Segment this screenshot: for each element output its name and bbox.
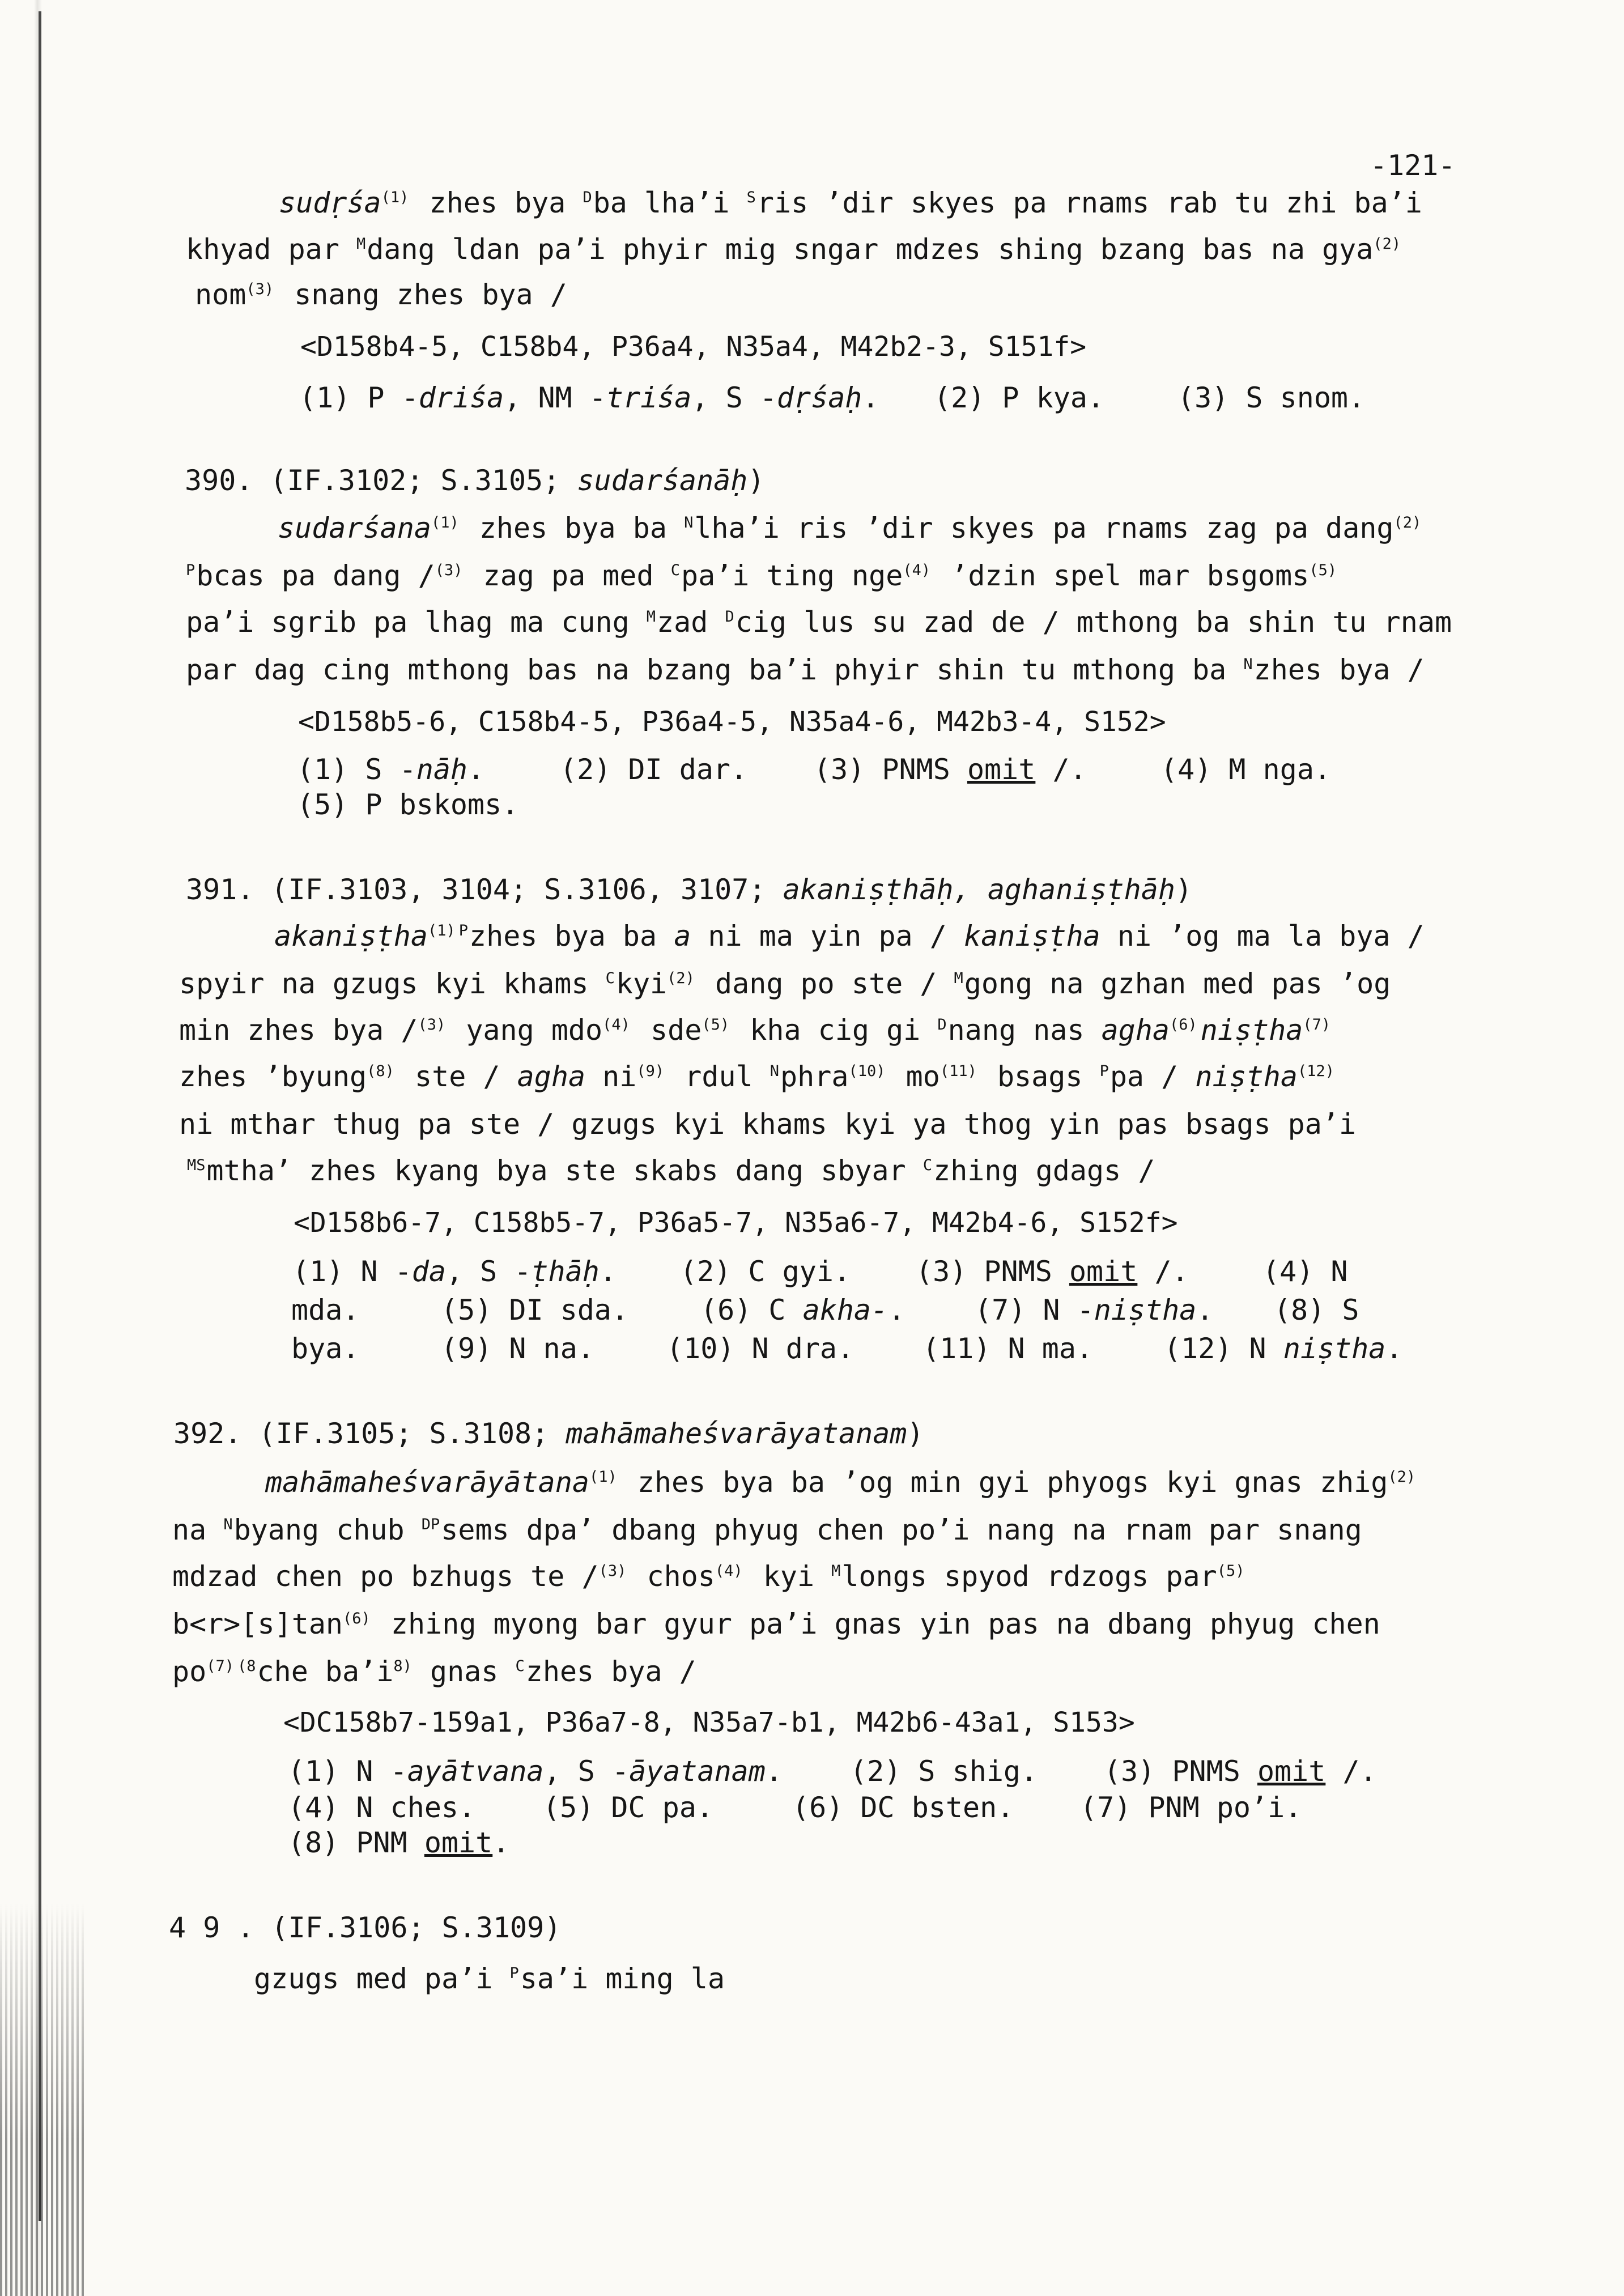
- entry-393-line-1: gzugs med pa’i $^P$sa’i ming la: [254, 1962, 725, 1995]
- text: nom: [195, 278, 246, 311]
- e390-fn-5: (5) P bskoms.: [297, 788, 519, 821]
- entry-391-line-6: $^{MS}$mtha’ zhes kyang bya ste skabs dang sbyar $^C$zhing gdags /: [187, 1154, 1155, 1187]
- note-ref: (1): [381, 189, 409, 206]
- entry-390-line-3: pa’i sgrib pa lhag ma cung $^M$zad $^D$cig lus su zad de / mthong ba shin tu rnam: [186, 606, 1452, 639]
- e392-fn-3: (3) PNMS omit /.: [1104, 1755, 1377, 1788]
- entry-392-line-5: $po^{(7)}$ $^{(8}$che $ba’i^{8)}$ gnas $^C$zhes bya /: [172, 1655, 696, 1688]
- entry-391-sigla: <D158b6-7, C158b5-7, P36a5-7, N35a6-7, M42b4-6, S152f>: [294, 1207, 1178, 1239]
- entry-391-line-5: ni mthar thug pa ste / gzugs kyi khams kyi ya thog yin pas bsags pa’i: [179, 1108, 1357, 1141]
- intro-line-3: [195, 278, 567, 317]
- text: ris ’dir skyes pa rnams rab tu zhi ba’i: [756, 186, 1422, 219]
- footnote-3: (3) S snom.: [1177, 381, 1366, 414]
- e391-fn-9: (9) N na.: [441, 1332, 594, 1365]
- e391-fn-4: (4) N: [1262, 1255, 1348, 1288]
- entry-390-sigla: <D158b5-6, C158b4-5, P36a4-5, N35a4-6, M42b3-4, S152>: [298, 706, 1166, 738]
- e392-fn-4: (4) N ches.: [288, 1791, 476, 1824]
- entry-390-line-1: sudarśana$^{(1)}$ zhes bya ba $^N$lha’i ris ’dir skyes pa rnams zag pa dang$^{(2)}$: [278, 512, 1422, 545]
- entry-392-line-1: mahāmaheśvarāyātana$^{(1)}$ zhes bya ba ’og min gyi phyogs kyi gnas zhig$^{(2)}$: [265, 1466, 1416, 1499]
- entry-392-line-3: mdzad chen po bzhugs te /$^{(3)}$ chos$^{(4)}$ kyi $^M$longs spyod rdzogs par$^{(5)}$: [172, 1560, 1245, 1593]
- entry-392-heading: 392. (IF.3105; S.3108; mahāmaheśvarāyatanam): [173, 1417, 924, 1450]
- footnote-1: (1) P -driśa, NM -triśa, S -dṛśaḥ.: [299, 381, 879, 414]
- text: khyad par: [186, 233, 357, 266]
- e391-fn-7: (7) N -niṣtha.: [975, 1294, 1214, 1326]
- entry-391-heading: 391. (IF.3103, 3104; S.3106, 3107; akaniṣṭhāḥ, aghaniṣṭhāḥ): [186, 873, 1193, 906]
- e391-fn-6: (6) C akha-.: [700, 1294, 905, 1326]
- e390-fn-4: (4) M nga.: [1160, 753, 1332, 786]
- e392-fn-2: (2) S shig.: [850, 1755, 1038, 1788]
- entry-390-heading: 390. (IF.3102; S.3105; sudarśanāḥ): [185, 464, 765, 497]
- e391-fn-8: (8) S: [1274, 1294, 1359, 1326]
- intro-line-2: [186, 232, 1404, 271]
- entry-391-line-4: zhes ’byung$^{(8)}$ ste / agha $ni^{(9)}$ rdul $^N$phra$^{(10)}$ $mo^{(11)}$ bsags $^P$pa / niṣṭha$^{(12)}$: [179, 1060, 1334, 1093]
- note-ref: (2): [1373, 235, 1401, 253]
- e392-fn-8: (8) PNM omit.: [288, 1826, 510, 1859]
- e391-fn-8-cont: bya.: [291, 1332, 360, 1365]
- intro-line-1: [279, 186, 1422, 225]
- e392-fn-5: (5) DC pa.: [543, 1791, 714, 1824]
- entry-390-line-4: par dag cing mthong bas na bzang ba’i phyir shin tu mthong ba $^N$zhes bya /: [186, 653, 1425, 686]
- entry-391-line-1: akaniṣṭha$^{(1)}$ $^P$zhes bya ba a ni ma yin pa / kaniṣṭha ni ’og ma la bya /: [274, 920, 1425, 953]
- sigla: <D158b4-5, C158b4, P36a4, N35a4, M42b2-3, S151f>: [300, 331, 1087, 363]
- witness-marker: D: [583, 189, 592, 206]
- entry-392-line-4: $b<r>[s]\tan^{(6)}$ zhing myong bar gyur pa’i gnas yin pas na dbang phyug chen: [172, 1608, 1380, 1640]
- entry-390-line-2: $^P$bcas pa dang /$^{(3)}$ zag pa med $^C$pa’i ting nge$^{(4)}$ ’dzin spel mar bsgoms$^{(5)}$: [186, 559, 1337, 592]
- e391-fn-1: (1) N -da, S -ṭhāḥ.: [292, 1255, 617, 1288]
- text: ba lha’i: [593, 186, 747, 219]
- e391-fn-4-cont: mda.: [291, 1294, 360, 1326]
- entry-392-line-2: na $^N$byang chub $^{DP}$sems dpa’ dbang phyug chen po’i nang na rnam par snang: [172, 1513, 1362, 1546]
- headword: sudṛśa: [279, 186, 381, 219]
- entry-391-line-3: min zhes bya /$^{(3)}$ yang mdo$^{(4)}$ sde$^{(5)}$ kha cig gi $^D$nang nas agha$^{(6)}$ niṣṭha$^{(7)}$: [179, 1014, 1331, 1047]
- headword: sudarśana: [278, 512, 431, 545]
- witness-marker: S: [746, 189, 756, 206]
- headword: mahāmaheśvarāyātana: [265, 1466, 589, 1499]
- binding-gutter: [0, 1904, 85, 2296]
- note-ref: (3): [246, 280, 274, 298]
- entry-393-heading: 4 9 . (IF.3106; S.3109): [169, 1911, 562, 1944]
- e391-fn-11: (11) N ma.: [922, 1332, 1094, 1365]
- e392-fn-7: (7) PNM po’i.: [1080, 1791, 1302, 1824]
- entry-391-line-2: spyir na gzugs kyi khams $^C$kyi$^{(2)}$ dang po ste / $^M$gong na gzhan med pas ’og: [179, 967, 1391, 1000]
- page-number: -121-: [1370, 149, 1456, 182]
- e392-fn-1: (1) N -ayātvana, S -āyatanam.: [288, 1755, 783, 1788]
- e391-fn-5: (5) DI sda.: [441, 1294, 629, 1326]
- e391-fn-3: (3) PNMS omit /.: [916, 1255, 1189, 1288]
- headword: akaniṣṭha: [274, 920, 428, 953]
- e391-fn-2: (2) C gyi.: [680, 1255, 851, 1288]
- e390-fn-3: (3) PNMS omit /.: [814, 753, 1087, 786]
- text: dang ldan pa’i phyir mig sngar mdzes shing bzang bas na gya: [367, 233, 1374, 266]
- e391-fn-10: (10) N dra.: [666, 1332, 854, 1365]
- e391-fn-12: (12) N niṣtha.: [1164, 1332, 1403, 1365]
- entry-392-sigla: <DC158b7-159a1, P36a7-8, N35a7-b1, M42b6-43a1, S153>: [283, 1707, 1135, 1738]
- footnote-2: (2) P kya.: [934, 381, 1105, 414]
- binding-edge: [39, 11, 41, 2221]
- e392-fn-6: (6) DC bsten.: [792, 1791, 1014, 1824]
- text: snang zhes bya /: [277, 278, 567, 311]
- text: zhes bya: [412, 186, 583, 219]
- e390-fn-2: (2) DI dar.: [560, 753, 748, 786]
- witness-marker: M: [356, 235, 366, 253]
- e390-fn-1: (1) S -nāḥ.: [297, 753, 485, 786]
